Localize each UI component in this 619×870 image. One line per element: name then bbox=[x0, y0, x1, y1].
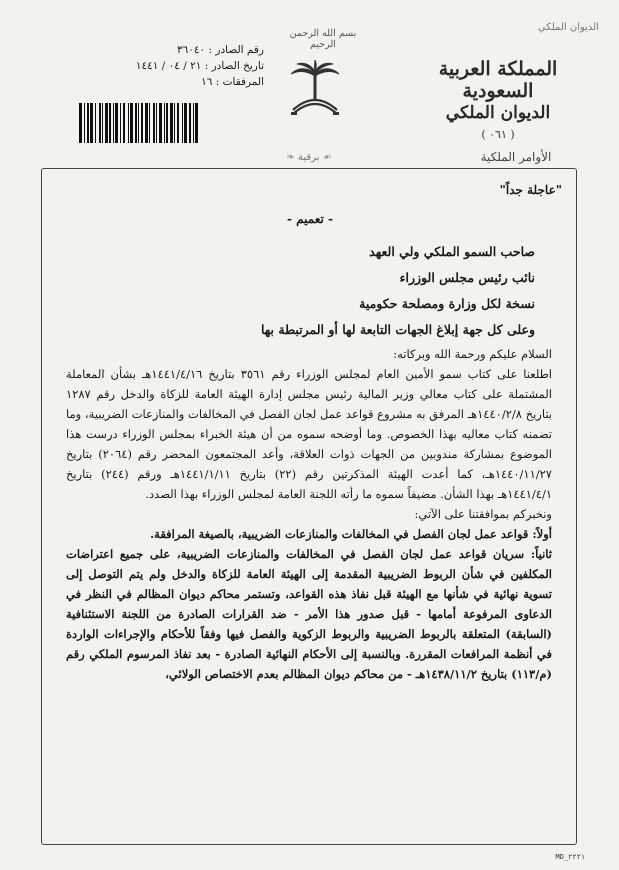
issue-date: تاريخ الصادر : ٢١ / ٠٤ / ١٤٤١ bbox=[135, 60, 264, 72]
palm-swords-emblem-icon bbox=[287, 60, 343, 120]
urgency-label: "عاجلة جداً" bbox=[499, 183, 562, 197]
body-paragraph: اطلعنا على كتاب سمو الأمين العام لمجلس الوزراء رقم ٣٥٦١ بتاريخ ١٤٤١/٤/١٦هـ بشأن المعاملة المشتملة على كتاب معالي وزير المالية رئيس مجلس إدارة الهيئة العامة للزكاة والدخل رقم ١٢٨٧ بتاريخ ١٤٤٠/٢/٨هـ المرفق به مشروع قواعد عمل لجان الفصل في المخالفات والمنازعات الضريبية، وما تضمنه كتاب معاليه بهذا الخصوص. وما أوضحه سموه من أن هيئة الخبراء بمجلس الوزراء درست هذا الموضوع بمشاركة مندوبين من الجهات ذوات العلاقة، وأعد المجتمعون المحضر رقم (٢٠٦٤) بتاريخ ١٤٤٠/١١/٢٧هـ، كما أعدت الهيئة المذكرتين رقم (٢٢) بتاريخ ١٤٤١/١/١١هـ ورقم (٢٤٤) بتاريخ ١٤٤١/٤/١هـ بهذا الشأن. مضيفاً سموه ما رأته اللجنة العامة لمجلس الوزراء بهذا الصدد. bbox=[66, 367, 552, 501]
letterhead bbox=[428, 58, 568, 146]
addressee-line: وعلى كل جهة إبلاغ الجهات التابعة لها أو المرتبطة بها bbox=[260, 322, 535, 337]
document-barcode bbox=[79, 103, 250, 143]
clause-first: أولاً: قواعد عمل لجان الفصل في المخالفات والمنازعات الضريبية، بالصيغة المرافقة. bbox=[150, 527, 552, 541]
issue-meta bbox=[94, 42, 264, 90]
footer-code: MD_٢٢٢١ bbox=[555, 853, 585, 861]
royal-orders-label: الأوامر الملكية bbox=[480, 150, 552, 164]
ornament-right-icon: ☙ bbox=[319, 152, 332, 163]
clause-second: ثانياً: سريان قواعد عمل لجان الفصل في المخالفات والمنازعات الضريبية، على جميع اعتراضات المكلفين في شأن الربوط الضريبية المقدمة إلى الهيئة العامة للزكاة والدخل ولم يتم التوصل إلى تسوية نهائية في شأنها مع الهيئة قبل نفاذ هذه القواعد، وتستمر محاكم ديوان المظالم في النظر في الدعاوى المرفوعة أمامها - قبل صدور هذا الأمر - ضد القرارات الصادرة من اللجنة الاستئنافية (السابقة) المتعلقة بالربوط الضريبية والربوط الزكوية والفصل فيها وفقاً للأحكام والإجراءات الواردة في أنظمة المرافعات المقررة. وبالنسبة إلى الأحكام النهائية الصادرة - بعد نفاذ المرسوم الملكي رقم (م/١١٣) بتاريخ ١٤٣٨/١١/٢هـ - من محاكم ديوان المظالم بعدم الاختصاص الولائي، bbox=[66, 547, 552, 681]
addressee-line: نائب رئيس مجلس الوزراء bbox=[399, 270, 535, 285]
telegram-text: برقية bbox=[297, 152, 320, 163]
addressee-line: نسخة لكل وزارة ومصلحة حكومية bbox=[359, 296, 535, 311]
telegram-label bbox=[277, 152, 341, 163]
letter-body bbox=[66, 344, 552, 684]
kingdom-name: المملكة العربية السعودية bbox=[438, 58, 558, 102]
royal-court-stamp: الديوان الملكي bbox=[537, 22, 599, 33]
attachments-count: المرفقات : ١٦ bbox=[201, 76, 264, 88]
greeting: السلام عليكم ورحمة الله وبركاته: bbox=[393, 347, 552, 361]
court-code: ( ٠٦١ ) bbox=[481, 128, 515, 141]
court-name: الديوان الملكي bbox=[445, 103, 551, 123]
basmala: بسم الله الرحمن الرحيم bbox=[289, 28, 357, 50]
issue-number: رقم الصادر : ٣٦٠٤٠ bbox=[177, 44, 264, 56]
circular-title: - تعميم - bbox=[287, 212, 333, 226]
ornament-left-icon: ❧ bbox=[286, 152, 298, 163]
addressee-line: صاحب السمو الملكي ولي العهد bbox=[369, 244, 535, 259]
body-paragraph: ونخبركم بموافقتنا على الآتي: bbox=[414, 507, 552, 521]
